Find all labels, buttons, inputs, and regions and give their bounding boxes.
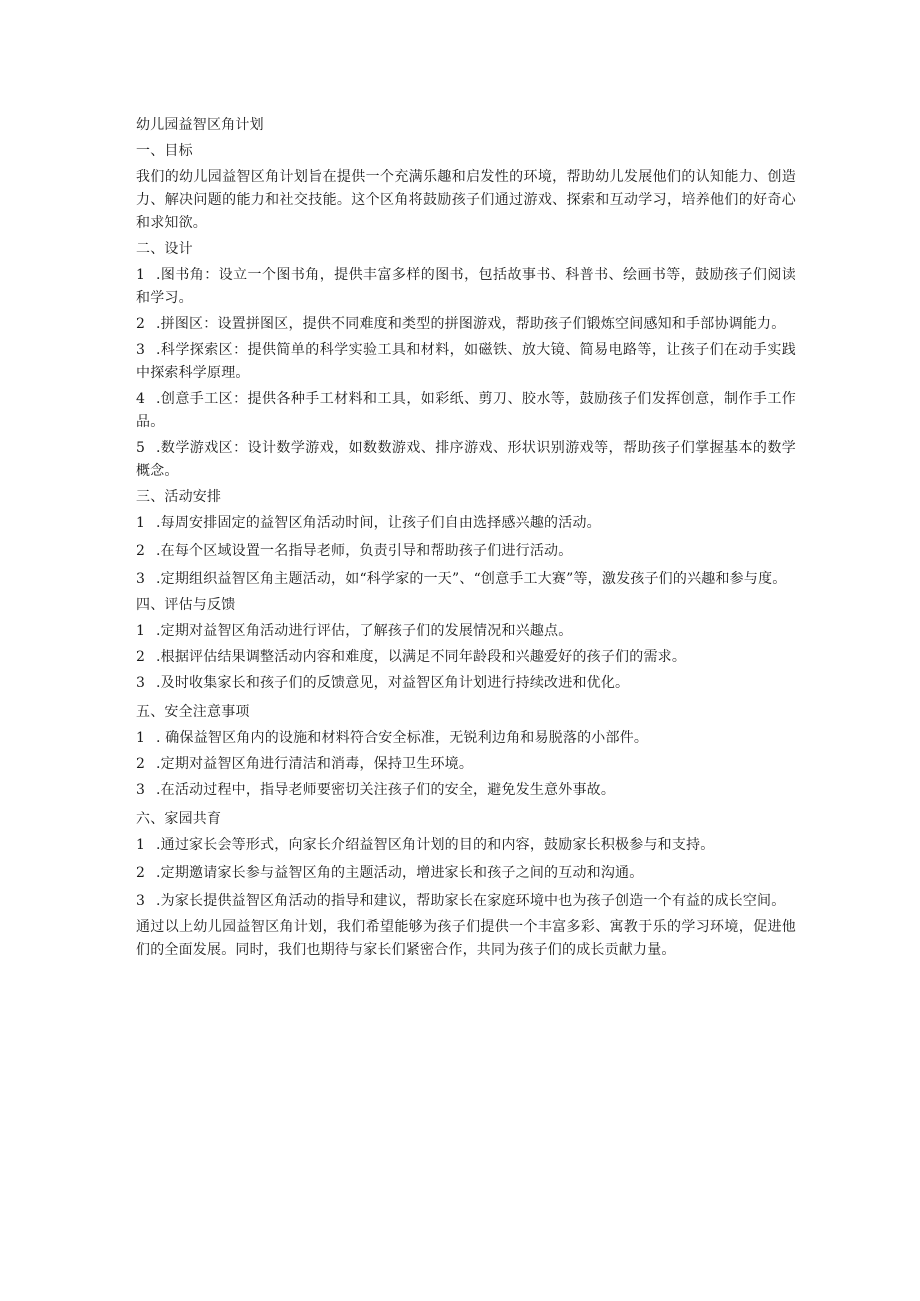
item-number: 2 — [136, 649, 146, 665]
list-item — [136, 540, 796, 563]
item-number: 1 — [136, 267, 146, 283]
list-item — [136, 727, 796, 750]
item-text: .定期邀请家长参与益智区角的主题活动，增进家长和孩子之间的互动和沟通。 — [156, 865, 644, 881]
item-number: 3 — [136, 342, 146, 358]
item-number: 1 — [136, 837, 146, 853]
item-number: 1 — [136, 730, 146, 746]
section-safety — [136, 701, 796, 802]
paragraph: 我们的幼儿园益智区角计划旨在提供一个充满乐趣和启发性的环境，帮助幼儿发展他们的认知能力、创造力、解决问题的能力和社交技能。这个区角将鼓励孩子们通过游戏、探索和互动学习，培养他们的好奇心和求知欲。 — [136, 169, 796, 231]
item-number: 3 — [136, 893, 146, 909]
section-home-school — [136, 808, 796, 913]
list-item — [136, 264, 796, 310]
item-number: 2 — [136, 543, 146, 559]
item-text: .数学游戏区：设计数学游戏，如数数游戏、排序游戏、形状识别游戏等，帮助孩子们掌握基本的数学概念。 — [136, 440, 796, 479]
item-number: 5 — [136, 440, 146, 456]
list-item — [136, 339, 796, 385]
item-number: 1 — [136, 515, 146, 531]
section-heading: 三、活动安排 — [136, 489, 222, 505]
item-text: .创意手工区：提供各种手工材料和工具，如彩纸、剪刀、胶水等，鼓励孩子们发挥创意，制作手工作品。 — [136, 391, 796, 430]
item-number: 3 — [136, 675, 146, 691]
list-item — [136, 437, 796, 483]
list-item — [136, 512, 796, 535]
item-number: 3 — [136, 782, 146, 798]
item-number: 2 — [136, 865, 146, 881]
list-item — [136, 313, 796, 336]
item-text: .图书角：设立一个图书角，提供丰富多样的图书，包括故事书、科普书、绘画书等，鼓励孩子们阅读和学习。 — [136, 267, 796, 306]
item-number: 2 — [136, 756, 146, 772]
item-text: .在每个区域设置一名指导老师，负责引导和帮助孩子们进行活动。 — [156, 543, 573, 559]
section-heading: 六、家园共育 — [136, 811, 222, 827]
list-item — [136, 779, 796, 802]
document-title: 幼儿园益智区角计划 — [136, 117, 264, 133]
section-design — [136, 238, 796, 483]
item-number: 4 — [136, 391, 146, 407]
section-evaluation — [136, 594, 796, 695]
section-heading: 二、设计 — [136, 241, 193, 257]
item-text: .及时收集家长和孩子们的反馈意见，对益智区角计划进行持续改进和优化。 — [156, 675, 630, 691]
item-number: 3 — [136, 571, 146, 587]
list-item — [136, 753, 796, 776]
list-item — [136, 834, 796, 857]
item-text: .通过家长会等形式，向家长介绍益智区角计划的目的和内容，鼓励家长积极参与和支持。 — [156, 837, 715, 853]
item-text: . 确保益智区角内的设施和材料符合安全标准，无锐利边角和易脱落的小部件。 — [156, 730, 649, 746]
section-goal — [136, 140, 796, 235]
list-item — [136, 620, 796, 643]
section-activities — [136, 486, 796, 591]
item-number: 2 — [136, 316, 146, 332]
item-text: .在活动过程中，指导老师要密切关注孩子们的安全，避免发生意外事故。 — [156, 782, 616, 798]
section-heading: 一、目标 — [136, 143, 193, 159]
list-item — [136, 890, 796, 913]
item-text: .定期对益智区角活动进行评估，了解孩子们的发展情况和兴趣点。 — [156, 623, 573, 639]
document-page — [136, 114, 796, 965]
item-text: .科学探索区：提供简单的科学实验工具和材料，如磁铁、放大镜、简易电路等，让孩子们在动手实践中探索科学原理。 — [136, 342, 796, 381]
item-text: .为家长提供益智区角活动的指导和建议，帮助家长在家庭环境中也为孩子创造一个有益的成长空间。 — [156, 893, 786, 909]
list-item — [136, 862, 796, 885]
item-text: .拼图区：设置拼图区，提供不同难度和类型的拼图游戏，帮助孩子们锻炼空间感知和手部协调能力。 — [156, 316, 786, 332]
item-text: .定期对益智区角进行清洁和消毒，保持卫生环境。 — [156, 756, 474, 772]
section-heading: 四、评估与反馈 — [136, 597, 236, 613]
item-text: .每周安排固定的益智区角活动时间，让孩子们自由选择感兴趣的活动。 — [156, 515, 601, 531]
list-item — [136, 568, 796, 591]
item-number: 1 — [136, 623, 146, 639]
item-text: .定期组织益智区角主题活动，如“科学家的一天”、“创意手工大赛”等，激发孩子们的兴趣和参与度。 — [156, 571, 787, 587]
conclusion-paragraph: 通过以上幼儿园益智区角计划，我们希望能够为孩子们提供一个丰富多彩、寓教于乐的学习环境，促进他们的全面发展。同时，我们也期待与家长们紧密合作，共同为孩子们的成长贡献力量。 — [136, 919, 796, 958]
item-text: .根据评估结果调整活动内容和难度，以满足不同年龄段和兴趣爱好的孩子们的需求。 — [156, 649, 687, 665]
list-item — [136, 646, 796, 669]
list-item — [136, 388, 796, 434]
section-heading: 五、安全注意事项 — [136, 704, 250, 720]
list-item — [136, 672, 796, 695]
